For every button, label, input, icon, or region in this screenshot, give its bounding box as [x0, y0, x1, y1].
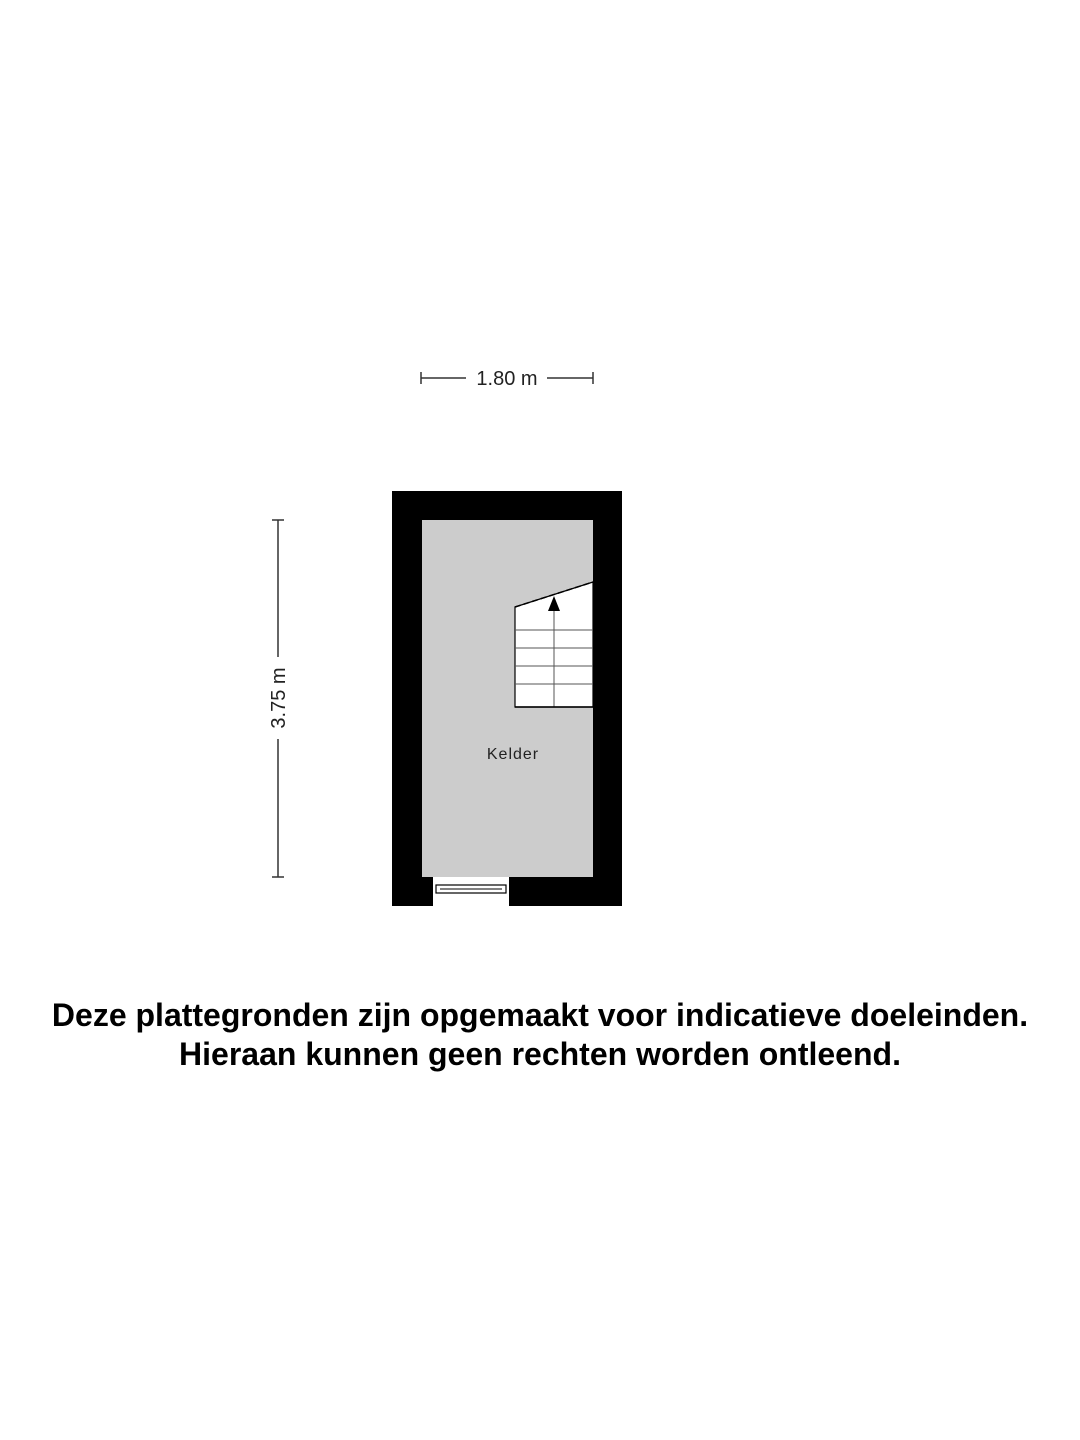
height-dimension: [268, 520, 290, 877]
room-label-kelder: Kelder: [486, 746, 540, 763]
window: [433, 877, 509, 906]
disclaimer-line-2: Hieraan kunnen geen rechten worden ontleend.: [179, 1036, 901, 1072]
width-dimension-label: 1.80 m: [476, 368, 538, 390]
disclaimer-line-1: Deze plattegronden zijn opgemaakt voor indicatieve doeleinden.: [51, 997, 1029, 1033]
width-dimension: [421, 368, 593, 390]
height-dimension-label: 3.75 m: [268, 667, 290, 729]
